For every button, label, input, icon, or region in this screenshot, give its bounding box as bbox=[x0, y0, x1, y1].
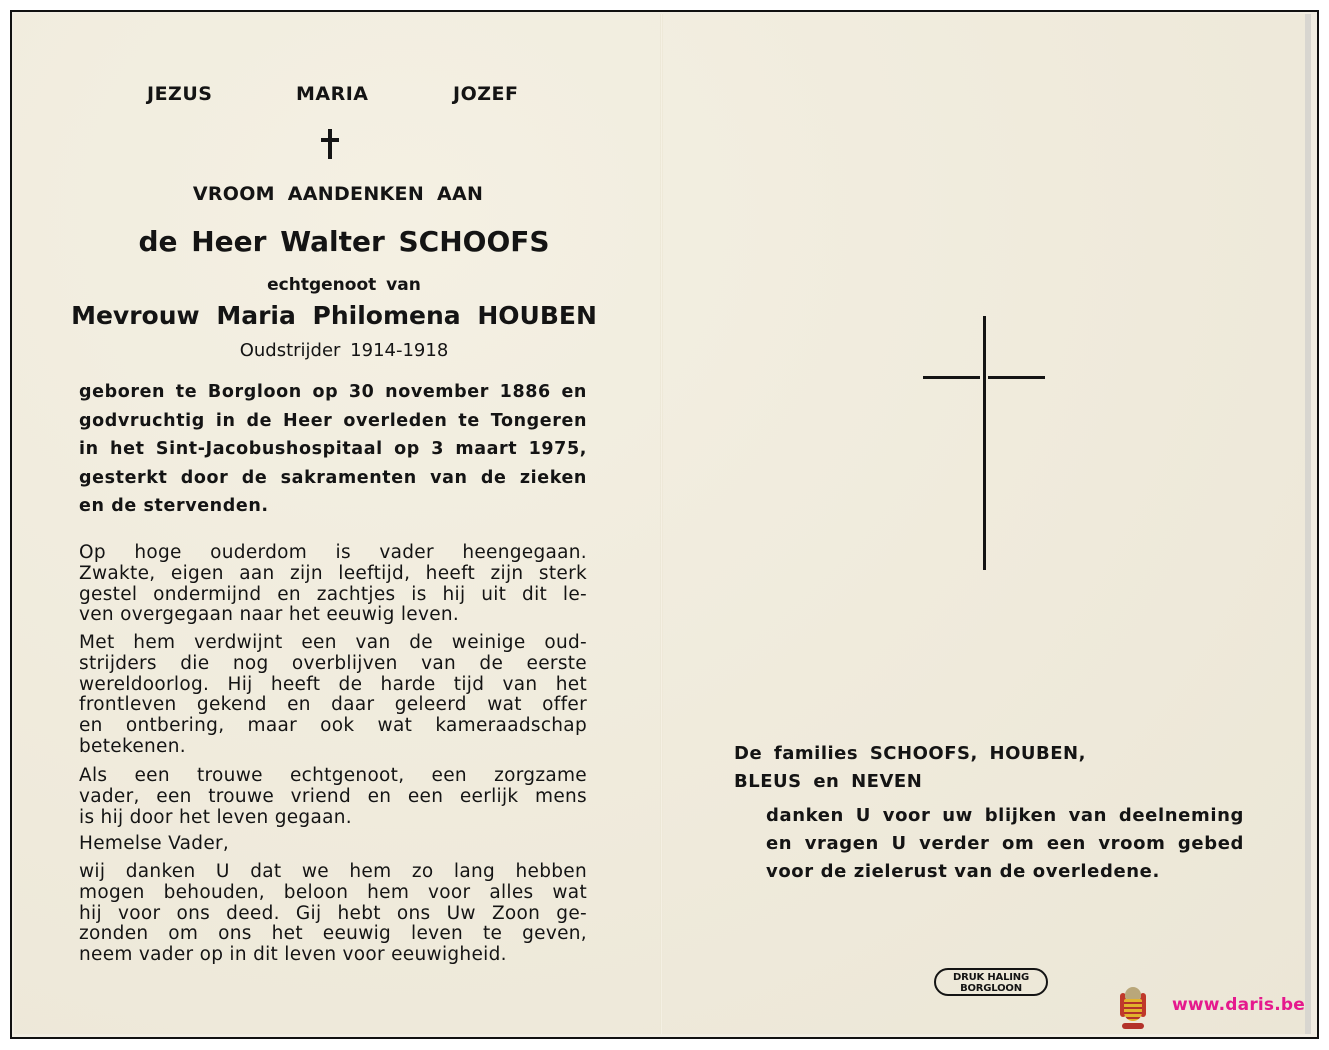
paragraph-line: Op hoge ouderdom is vader heengegaan. bbox=[79, 542, 587, 563]
families-heading bbox=[734, 740, 1086, 796]
paragraph-line: Met hem verdwijnt een van de weinige oud- bbox=[79, 632, 587, 653]
paragraph-line: frontleven gekend en daar geleerd wat offer bbox=[79, 694, 587, 716]
paragraph-line: en ontbering, maar ook wat kameraadschap bbox=[79, 715, 587, 737]
biography-line: geboren te Borgloon op 30 november 1886 en bbox=[79, 382, 587, 402]
large-cross-icon bbox=[922, 316, 1046, 572]
memorial-card bbox=[10, 10, 1319, 1039]
deceased-name: de Heer Walter SCHOOFS bbox=[138, 225, 550, 258]
paragraph-character bbox=[79, 766, 587, 828]
paragraph-line: vader, een trouwe vriend en een eerlijk mens bbox=[79, 785, 587, 807]
families-line: De families SCHOOFS, HOUBEN, bbox=[734, 743, 1086, 764]
paragraph-line: neem vader op in dit leven voor eeuwigheid. bbox=[79, 944, 507, 966]
watermark bbox=[1118, 985, 1318, 1045]
holy-names bbox=[14, 83, 654, 113]
thanks-line: voor de zielerust van de overledene. bbox=[766, 861, 1160, 882]
biography bbox=[79, 378, 587, 521]
paper bbox=[14, 14, 1311, 1034]
paragraph-line: mogen behouden, beloon hem voor alles wat bbox=[79, 881, 587, 903]
spouse-intro: echtgenoot van bbox=[267, 275, 421, 295]
paragraph-line: ven overgegaan naar het eeuwig leven. bbox=[79, 604, 460, 626]
paper-edge-shadow bbox=[1305, 14, 1311, 1034]
small-cross-icon bbox=[321, 129, 339, 159]
center-fold bbox=[660, 14, 663, 1034]
thanks-line: en vragen U verder om een vroom gebed bbox=[766, 833, 1244, 854]
paragraph-line: betekenen. bbox=[79, 735, 186, 757]
biography-line: en de stervenden. bbox=[79, 496, 269, 517]
paragraph-line: Zwakte, eigen aan zijn leeftijd, heeft zijn sterk bbox=[79, 562, 587, 584]
biography-line: in het Sint-Jacobushospitaal op 3 maart 1975, bbox=[79, 439, 587, 460]
in-memory-heading: VROOM AANDENKEN AAN bbox=[192, 183, 484, 205]
paragraph-veteran bbox=[79, 633, 587, 758]
paragraph-line: Hemelse Vader, bbox=[79, 833, 230, 854]
printer-name: DRUK HALING bbox=[953, 972, 1029, 983]
watermark-url[interactable]: www.daris.be bbox=[1172, 995, 1306, 1015]
holy-name: MARIA bbox=[296, 83, 369, 105]
prayer-body bbox=[79, 862, 587, 966]
biography-line: gesterkt door de sakramenten van de zieken bbox=[79, 467, 587, 488]
paragraph-line: wij danken U dat we hem zo lang hebben bbox=[79, 861, 587, 882]
spouse-name: Mevrouw Maria Philomena HOUBEN bbox=[71, 301, 597, 330]
thanks-text bbox=[766, 802, 1244, 886]
paragraph-line: is hij door het leven gegaan. bbox=[79, 806, 352, 828]
printer-mark bbox=[934, 968, 1048, 996]
families-line: BLEUS en NEVEN bbox=[734, 771, 923, 792]
left-page bbox=[14, 14, 654, 1034]
printer-town: BORGLOON bbox=[960, 983, 1022, 994]
paragraph-line: zonden om ons het eeuwig leven te geven, bbox=[79, 923, 587, 945]
paragraph-line: gestel ondermijnd en zachtjes is hij uit dit le- bbox=[79, 583, 587, 605]
holy-name: JOZEF bbox=[453, 83, 519, 105]
veteran-line: Oudstrijder 1914-1918 bbox=[239, 340, 449, 361]
holy-name: JEZUS bbox=[147, 83, 213, 105]
prayer-salutation bbox=[79, 834, 587, 855]
coat-of-arms-icon bbox=[1120, 987, 1146, 1031]
paragraph-line: strijders die nog overblijven van de eerste bbox=[79, 652, 587, 674]
paragraph-old-age bbox=[79, 543, 587, 626]
thanks-line: danken U voor uw blijken van deelneming bbox=[766, 805, 1244, 826]
paragraph-line: hij voor ons deed. Gij hebt ons Uw Zoon ge- bbox=[79, 902, 587, 924]
paragraph-line: Als een trouwe echtgenoot, een zorgzame bbox=[79, 765, 587, 786]
paragraph-line: wereldoorlog. Hij heeft de harde tijd van het bbox=[79, 673, 587, 695]
biography-line: godvruchtig in de Heer overleden te Tongeren bbox=[79, 410, 587, 431]
